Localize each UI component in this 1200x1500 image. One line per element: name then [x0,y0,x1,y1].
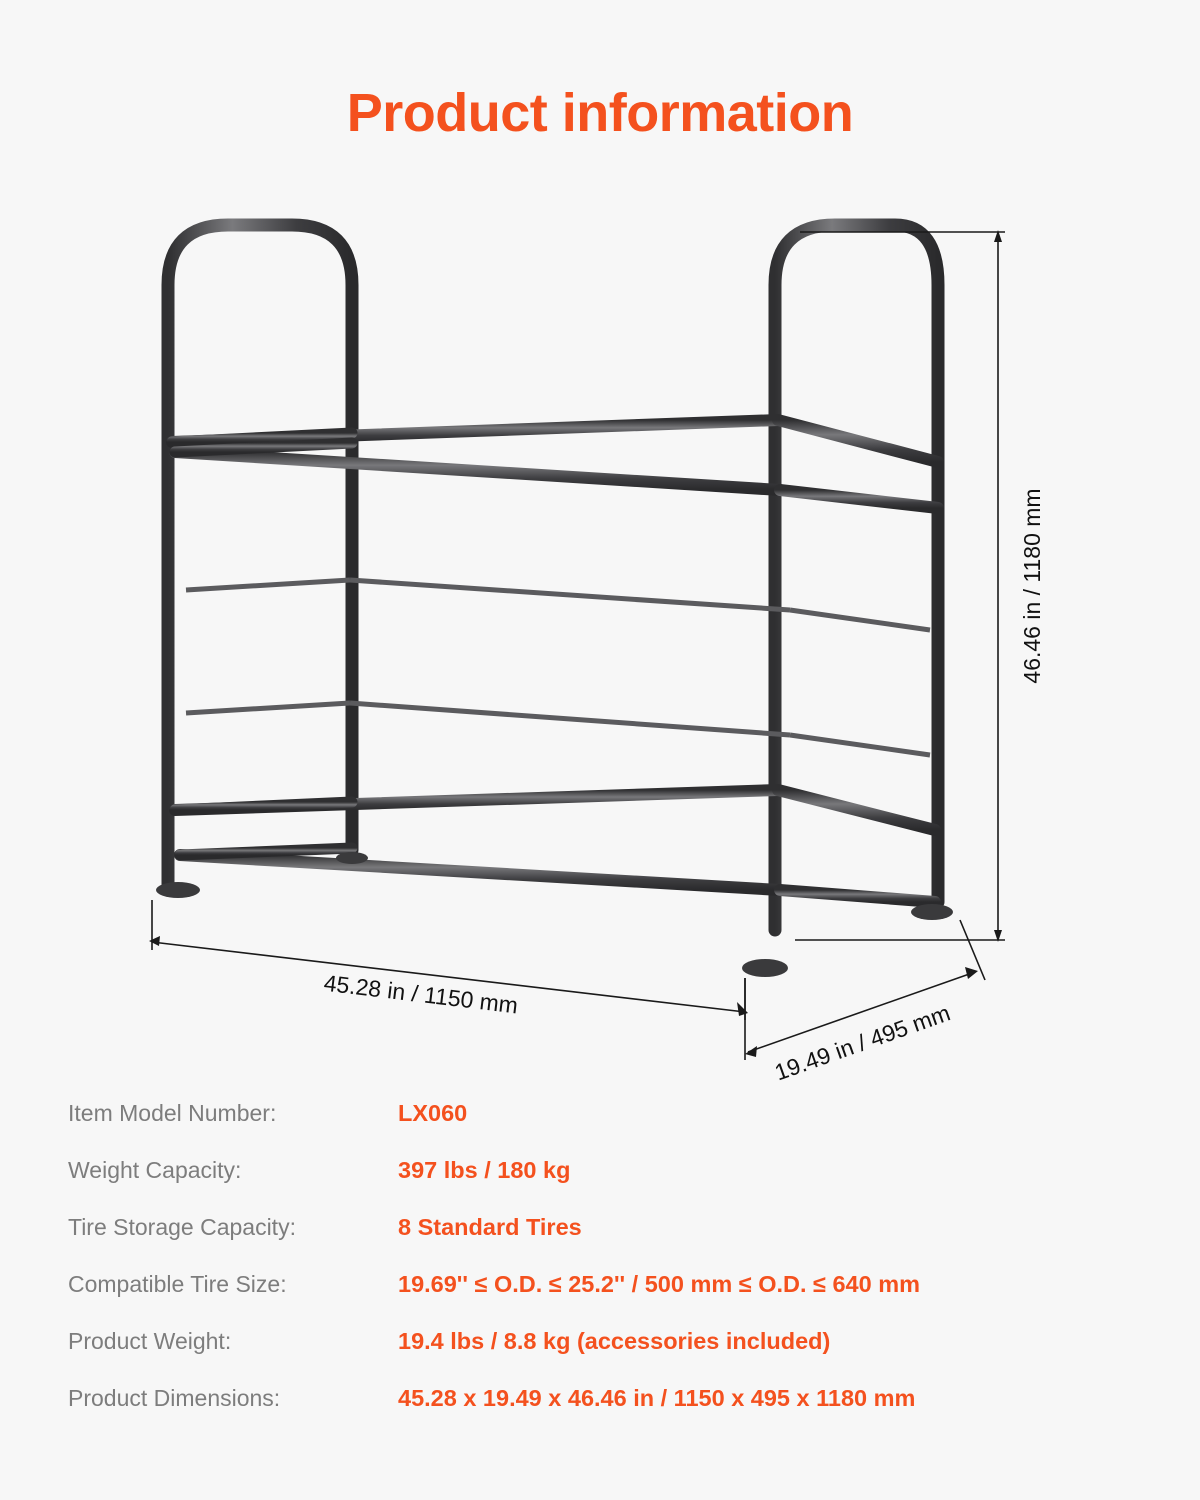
spec-row [68,1157,1158,1214]
spec-label: Weight Capacity: [68,1157,242,1183]
spec-value: 19.4 lbs / 8.8 kg (accessories included) [398,1328,831,1354]
spec-value: 8 Standard Tires [398,1214,582,1240]
spec-label: Product Dimensions: [68,1385,281,1411]
spec-row [68,1328,1158,1385]
dimension-lines [149,230,1005,1060]
spec-label: Product Weight: [68,1328,232,1354]
height-dimension-label: 46.46 in / 1180 mm [1019,488,1045,684]
spec-value: 397 lbs / 180 kg [398,1157,571,1183]
spec-value: LX060 [398,1100,468,1126]
spec-list [68,1100,1158,1442]
spec-value: 19.69'' ≤ O.D. ≤ 25.2'' / 500 mm ≤ O.D. ≤ 640 mm [398,1271,920,1297]
page-title: Product information [346,83,854,143]
spec-label: Item Model Number: [68,1100,277,1126]
spec-row [68,1385,1158,1442]
spec-row [68,1271,1158,1328]
spec-row [68,1214,1158,1271]
spec-row [68,1100,1158,1157]
rack-frame-graphic [156,225,953,977]
spec-value: 45.28 x 19.49 x 46.46 in / 1150 x 495 x 1180 mm [398,1385,916,1411]
spec-label: Compatible Tire Size: [68,1271,287,1297]
width-dimension-label: 45.28 in / 1150 mm [322,969,520,1019]
spec-label: Tire Storage Capacity: [68,1214,296,1240]
product-dimension-diagram [0,190,1200,1090]
depth-dimension-label: 19.49 in / 495 mm [771,999,954,1086]
